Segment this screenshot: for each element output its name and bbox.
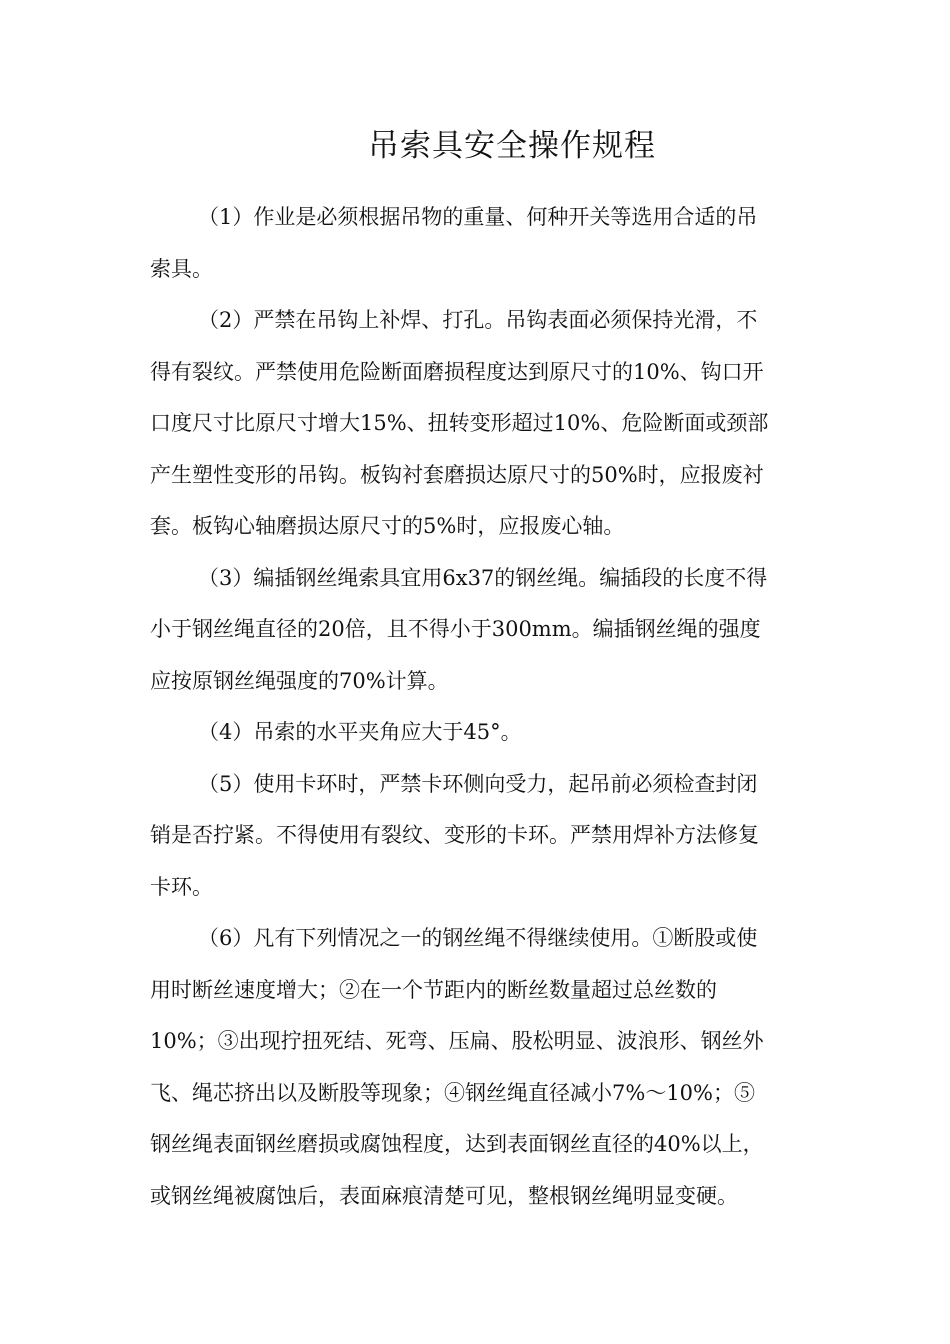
document-body [150, 192, 805, 1222]
paragraph-5-line-1: （5）使用卡环时，严禁卡环侧向受力，起吊前必须检查封闭 [198, 771, 758, 796]
paragraph-2-line-3: 口度尺寸比原尺寸增大15%、扭转变形超过10%、危险断面或颈部 [150, 411, 769, 435]
paragraph-2-line-1: （2）严禁在吊钩上补焊、打孔。吊钩表面必须保持光滑，不 [198, 308, 758, 332]
paragraph-6-line-6: 或钢丝绳被腐蚀后，表面麻痕清楚可见，整根钢丝绳明显变硬。 [150, 1183, 738, 1208]
paragraph-3-line-1: （3）编插钢丝绳索具宜用6x37的钢丝绳。编插段的长度不得 [198, 565, 768, 590]
paragraph-6-line-3: 10%；③出现拧扭死结、死弯、压扁、股松明显、波浪形、钢丝外 [150, 1029, 764, 1053]
paragraph-5-line-3: 卡环。 [150, 874, 213, 899]
paragraph-3-line-3: 应按原钢丝绳强度的70%计算。 [150, 668, 449, 693]
paragraph-2-line-5: 套。板钩心轴磨损达原尺寸的5%时，应报废心轴。 [150, 514, 625, 538]
paragraph-6-line-4: 飞、绳芯挤出以及断股等现象；④钢丝绳直径减小7%～10%；⑤ [150, 1080, 755, 1105]
paragraph-1-line-1: （1）作业是必须根据吊物的重量、何种开关等选用合适的吊 [198, 205, 758, 229]
document-title: 吊索具安全操作规程 [368, 128, 656, 164]
paragraph-2-line-4: 产生塑性变形的吊钩。板钩衬套磨损达原尺寸的50%时，应报废衬 [150, 462, 764, 487]
paragraph-1-line-2: 索具。 [150, 256, 213, 281]
paragraph-3-line-2: 小于钢丝绳直径的20倍，且不得小于300mm。编插钢丝绳的强度 [150, 617, 761, 641]
paragraph-6-line-1: （6）凡有下列情况之一的钢丝绳不得继续使用。①断股或使 [198, 926, 758, 950]
paragraph-5-line-2: 销是否拧紧。不得使用有裂纹、变形的卡环。严禁用焊补方法修复 [150, 823, 759, 847]
paragraph-6-line-5: 钢丝绳表面钢丝磨损或腐蚀程度，达到表面钢丝直径的40%以上， [150, 1132, 764, 1156]
paragraph-4-line-1: （4）吊索的水平夹角应大于45°。 [198, 720, 522, 744]
paragraph-2-line-2: 得有裂纹。严禁使用危险断面磨损程度达到原尺寸的10%、钩口开 [150, 359, 764, 384]
paragraph-6-line-2: 用时断丝速度增大；②在一个节距内的断丝数量超过总丝数的 [150, 977, 717, 1002]
